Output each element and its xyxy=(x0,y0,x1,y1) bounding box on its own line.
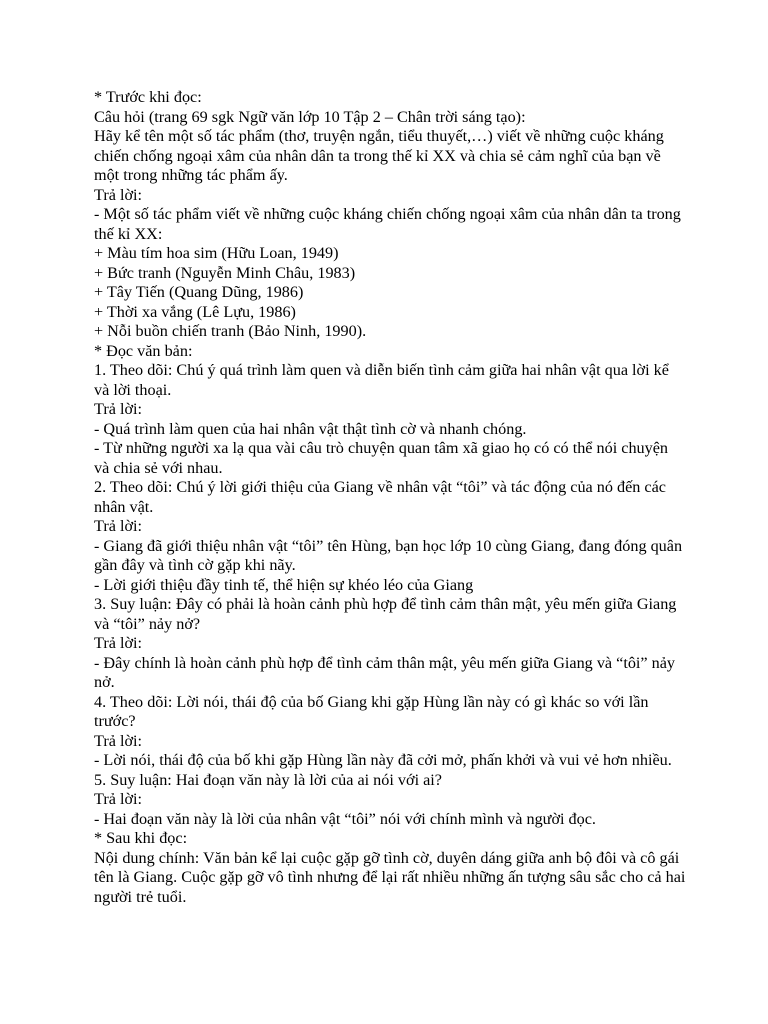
answer-2-line: - Lời giới thiệu đầy tinh tế, thể hiện sự khéo léo của Giang xyxy=(94,575,474,594)
answer-intro: - Một số tác phẩm viết về những cuộc kháng chiến chống ngoại xâm của nhân dân ta trong thế kỉ XX: xyxy=(94,205,681,243)
document-body xyxy=(94,88,686,907)
work-list-item: + Bức tranh (Nguyễn Minh Châu, 1983) xyxy=(94,263,356,282)
work-list-item: + Thời xa vắng (Lê Lựu, 1986) xyxy=(94,302,296,321)
question-text: Hãy kể tên một số tác phẩm (thơ, truyện ngắn, tiểu thuyết,…) viết về những cuộc kháng chiến chống ngoại xâm của nhân dân ta trong thế kỉ XX và chia sẻ cảm nghĩ của bạn về một trong những tác phẩm ấy. xyxy=(94,127,664,184)
question-2: 2. Theo dõi: Chú ý lời giới thiệu của Giang về nhân vật “tôi” và tác động của nó đến các nhân vật. xyxy=(94,478,666,516)
section-heading-reading: * Đọc văn bản: xyxy=(94,341,193,360)
question-4: 4. Theo dõi: Lời nói, thái độ của bố Giang khi gặp Hùng lần này có gì khác so với lần trước? xyxy=(94,692,649,730)
answer-label: Trả lời: xyxy=(94,790,142,808)
answer-5-line: - Hai đoạn văn này là lời của nhân vật “tôi” nói với chính mình và người đọc. xyxy=(94,809,596,828)
answer-1-line: - Quá trình làm quen của hai nhân vật thật tình cờ và nhanh chóng. xyxy=(94,419,527,438)
question-reference: Câu hỏi (trang 69 sgk Ngữ văn lớp 10 Tập 2 – Chân trời sáng tạo): xyxy=(94,107,526,126)
answer-label: Trả lời: xyxy=(94,517,142,535)
question-5: 5. Suy luận: Hai đoạn văn này là lời của ai nói với ai? xyxy=(94,770,442,789)
work-list-item: + Tây Tiến (Quang Dũng, 1986) xyxy=(94,283,304,301)
answer-label: Trả lời: xyxy=(94,634,142,652)
answer-3-line: - Đây chính là hoàn cảnh phù hợp để tình cảm thân mật, yêu mến giữa Giang và “tôi” nảy nở. xyxy=(94,653,676,691)
answer-label: Trả lời: xyxy=(94,185,142,204)
answer-4-line: - Lời nói, thái độ của bố khi gặp Hùng lần này đã cởi mở, phấn khởi và vui vẻ hơn nhiều. xyxy=(94,751,672,769)
section-heading-after-reading: * Sau khi đọc: xyxy=(94,829,188,847)
section-heading-before-reading: * Trước khi đọc: xyxy=(94,88,202,106)
work-list-item: + Nỗi buồn chiến tranh (Bảo Ninh, 1990). xyxy=(94,322,367,340)
question-3: 3. Suy luận: Đây có phải là hoàn cảnh phù hợp để tình cảm thân mật, yêu mến giữa Giang và “tôi” nảy nở? xyxy=(94,595,677,633)
work-list-item: + Màu tím hoa sim (Hữu Loan, 1949) xyxy=(94,244,339,262)
answer-label: Trả lời: xyxy=(94,400,142,418)
question-1: 1. Theo dõi: Chú ý quá trình làm quen và diễn biến tình cảm giữa hai nhân vật qua lời kể và lời thoại. xyxy=(94,361,669,399)
answer-2-line: - Giang đã giới thiệu nhân vật “tôi” tên Hùng, bạn học lớp 10 cùng Giang, đang đóng quân gần đây và tình cờ gặp khi nãy. xyxy=(94,536,683,574)
answer-1-line: - Từ những người xa lạ qua vài câu trò chuyện quan tâm xã giao họ có có thể nói chuyện và chia sẻ với nhau. xyxy=(94,439,668,477)
main-content-summary: Nội dung chính: Văn bản kể lại cuộc gặp gỡ tình cờ, duyên dáng giữa anh bộ đôi và cô gái tên là Giang. Cuộc gặp gỡ vô tình nhưng để lại rất nhiều những ấn tượng sâu sắc cho cả hai người trẻ tuổi. xyxy=(94,848,686,906)
answer-label: Trả lời: xyxy=(94,731,142,750)
